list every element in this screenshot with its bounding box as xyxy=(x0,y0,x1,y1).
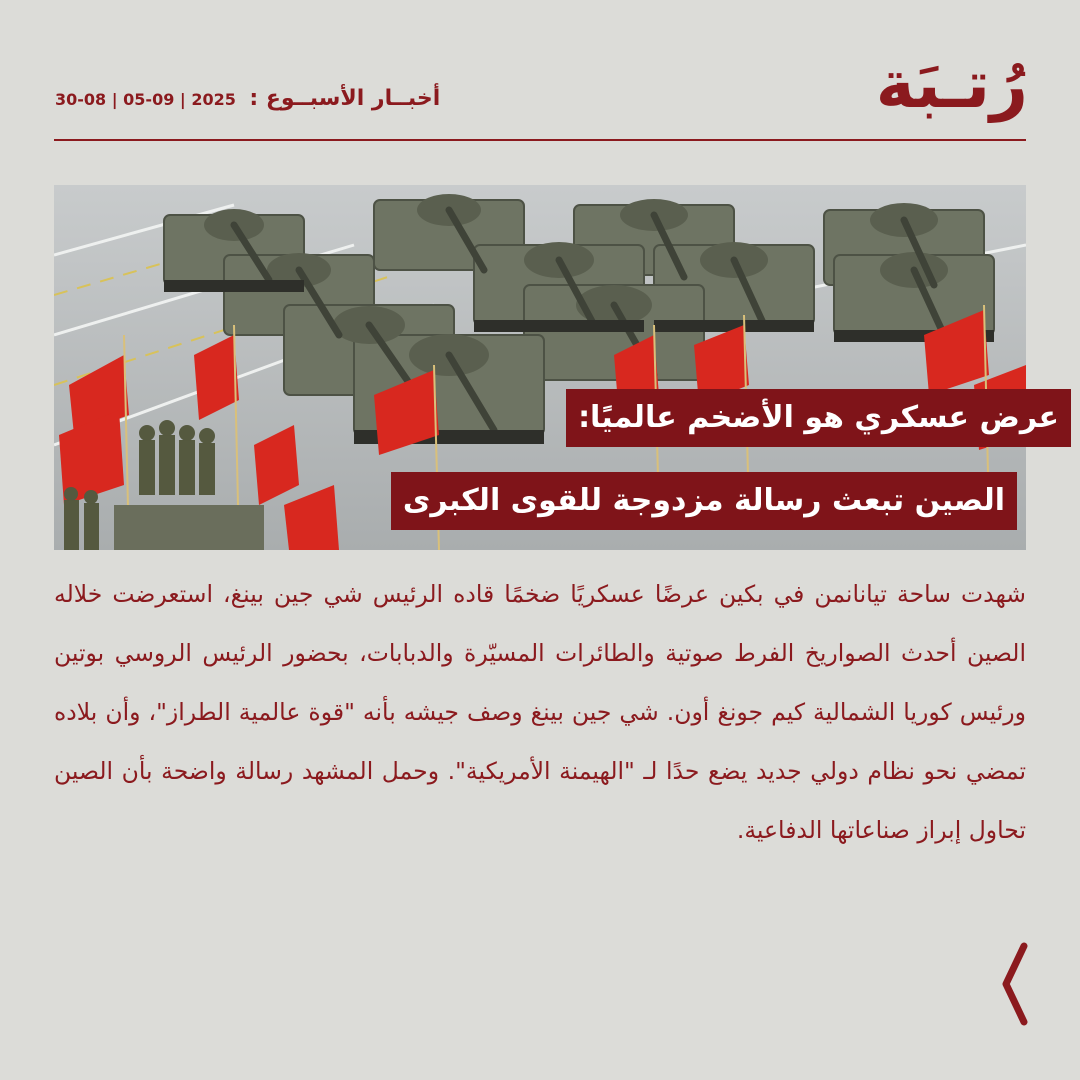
article-paragraph: شهدت ساحة تيانانمن في بكين عرضًا عسكريًا ضخمًا قاده الرئيس شي جين بينغ، استعرضت خلاله الصين أحدث الصواريخ الفرط صوتية والطائرات المسيّرة والدبابات، بحضور الرئيس الروسي بوتين ورئيس كوريا الشمالية كيم جونغ أون. شي جين بينغ وصف جيشه بأنه "قوة عالمية الطراز"، وأن بلاده تمضي نحو نظام دولي جديد يضع حدًا لـ "الهيمنة الأمريكية". وحمل المشهد رسالة واضحة بأن الصين تحاول إبراز صناعاتها الدفاعية. xyxy=(54,580,1026,844)
header-divider xyxy=(54,139,1026,141)
brand-logo: رُتـبَة xyxy=(875,46,1028,123)
section-label: أخبــار الأسبــوع : xyxy=(249,86,441,111)
headline-line-1: عرض عسكري هو الأضخم عالميًا: xyxy=(566,389,1071,447)
headline-line-2: الصين تبعث رسالة مزدوجة للقوى الكبرى xyxy=(391,472,1017,530)
article-body xyxy=(54,565,1026,860)
next-slide-button[interactable] xyxy=(996,942,1036,1026)
chevron-left-icon xyxy=(996,942,1036,1026)
date-range: 30-08 | 05-09 | 2025 xyxy=(55,90,236,109)
week-header xyxy=(55,86,440,111)
